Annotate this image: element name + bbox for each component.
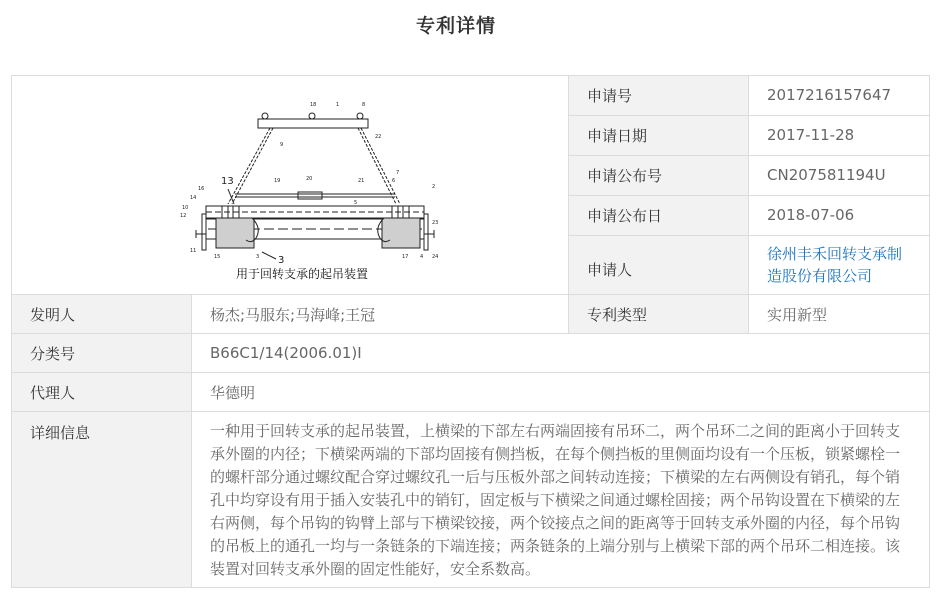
figure-number: 22 <box>375 134 382 140</box>
patent-type-value: 实用新型 <box>749 295 930 334</box>
classification-label: 分类号 <box>12 334 192 373</box>
agent-value: 华德明 <box>192 373 930 412</box>
application-no-value: 2017216157647 <box>749 76 930 116</box>
applicant-link[interactable]: 徐州丰禾回转支承制造股份有限公司 <box>749 235 930 294</box>
inventor-value: 杨杰;马服东;马海峰;王冠 <box>192 295 569 334</box>
figure-number: 3 <box>278 255 285 266</box>
details-label: 详细信息 <box>12 412 192 588</box>
figure-number: 6 <box>392 178 396 184</box>
publication-date-value: 2018-07-06 <box>749 195 930 235</box>
figure-number: 17 <box>402 254 409 260</box>
patent-detail-table <box>11 75 930 588</box>
figure-number: 10 <box>182 205 189 211</box>
figure-number: 11 <box>190 248 197 254</box>
agent-label: 代理人 <box>12 373 192 412</box>
figure-number: 20 <box>306 176 313 182</box>
figure-number: 12 <box>180 213 187 219</box>
publication-no-label: 申请公布号 <box>569 155 749 195</box>
application-date-label: 申请日期 <box>569 115 749 155</box>
figure-number: 23 <box>432 220 439 226</box>
figure-number: 16 <box>198 186 205 192</box>
application-date-value: 2017-11-28 <box>749 115 930 155</box>
figure-number: 19 <box>274 178 281 184</box>
figure-number: 14 <box>190 195 197 201</box>
page-title: 专利详情 <box>415 15 496 37</box>
figure-number: 7 <box>396 170 400 176</box>
inventor-label: 发明人 <box>12 295 192 334</box>
figure-number: 4 <box>420 254 424 260</box>
patent-drawing <box>30 76 586 290</box>
figure-number: 5 <box>354 200 358 206</box>
application-no-label: 申请号 <box>569 76 749 116</box>
figure-number: 15 <box>214 254 221 260</box>
applicant-label: 申请人 <box>569 235 749 294</box>
figure-number: 1 <box>336 102 340 108</box>
figure-number: 24 <box>432 254 439 260</box>
patent-type-label: 专利类型 <box>569 295 749 334</box>
figure-number: 21 <box>358 178 365 184</box>
figure-number: 2 <box>432 184 436 190</box>
publication-no-value: CN207581194U <box>749 155 930 195</box>
patent-drawing-cell <box>12 76 569 295</box>
figure-number: 9 <box>280 142 284 148</box>
figure-number: 18 <box>310 102 317 108</box>
figure-caption: 用于回转支承的起吊装置 <box>236 267 369 281</box>
figure-number: 3 <box>256 254 260 260</box>
figure-number: 13 <box>221 176 234 187</box>
classification-value: B66C1/14(2006.01)I <box>192 334 930 373</box>
publication-date-label: 申请公布日 <box>569 195 749 235</box>
figure-number: 8 <box>362 102 366 108</box>
details-value: 一种用于回转支承的起吊装置，上横梁的下部左右两端固接有吊环二，两个吊环二之间的距离小于回转支承外圈的内径；下横梁两端的下部均固接有侧挡板，在每个侧挡板的里侧面均设有一个压板，锁紧螺栓一的螺杆部分通过螺纹配合穿过螺纹孔一后与压板外部之间转动连接；下横梁的左右两侧设有销孔，每个销孔中均穿设有用于插入安装孔中的销钉，固定板与下横梁之间通过螺栓固接；两个吊钩设置在下横梁的左右两侧，每个吊钩的钩臂上部与下横梁铰接，两个铰接点之间的距离等于回转支承外圈的内径，每个吊钩的吊板上的通孔一均与一条链条的下端连接；两条链条的上端分别与上横梁下部的两个吊环二相连接。该装置对回转支承外圈的固定性能好，安全系数高。 <box>192 412 930 588</box>
